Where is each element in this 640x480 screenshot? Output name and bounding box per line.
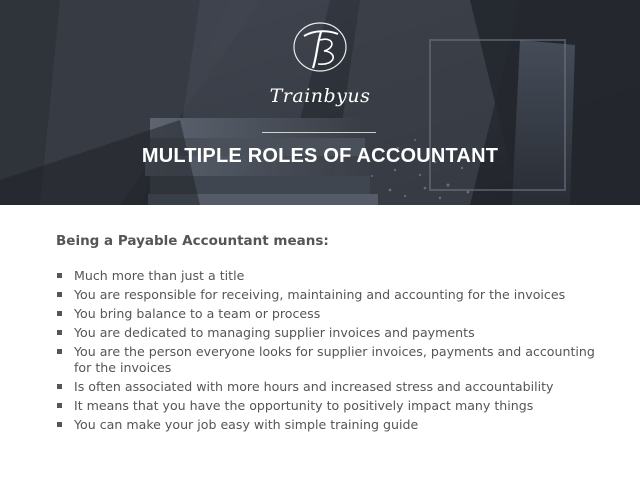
slide-title: MULTIPLE ROLES OF ACCOUNTANT: [141, 145, 499, 167]
square-bullet-icon: [57, 422, 62, 427]
bullet-text: You can make your job easy with simple training guide: [74, 417, 419, 432]
bullet-text: You are dedicated to managing supplier invoices and payments: [74, 325, 475, 340]
bullet-item: [56, 268, 616, 284]
bullet-list: [56, 268, 616, 433]
bullet-item: [56, 398, 616, 414]
bullet-item: [56, 344, 616, 376]
bullet-item: [56, 287, 616, 303]
square-bullet-icon: [57, 384, 62, 389]
square-bullet-icon: [57, 273, 62, 278]
content-area: [56, 232, 616, 436]
square-bullet-icon: [57, 349, 62, 354]
bullet-item: [56, 306, 616, 322]
bullet-text: You are responsible for receiving, maintaining and accounting for the invoices: [74, 287, 566, 302]
square-bullet-icon: [57, 311, 62, 316]
square-bullet-icon: [57, 330, 62, 335]
section-subheading: Being a Payable Accountant means:: [56, 233, 329, 249]
header-banner: [0, 0, 640, 205]
square-bullet-icon: [57, 292, 62, 297]
bullet-item: [56, 417, 616, 433]
bullet-item: [56, 379, 616, 395]
bullet-text: You bring balance to a team or process: [74, 306, 321, 321]
brand-divider: [262, 132, 376, 133]
brand-name: Trainbyus: [269, 85, 371, 107]
bullet-text: You are the person everyone looks for supplier invoices, payments and accounting for the invoices: [74, 344, 595, 375]
bullet-item: [56, 325, 616, 341]
square-bullet-icon: [57, 403, 62, 408]
bullet-text: Is often associated with more hours and increased stress and accountability: [74, 379, 554, 394]
bullet-text: It means that you have the opportunity to positively impact many things: [74, 398, 534, 413]
bullet-text: Much more than just a title: [74, 268, 245, 283]
tb-monogram-logo-icon: [284, 18, 356, 80]
